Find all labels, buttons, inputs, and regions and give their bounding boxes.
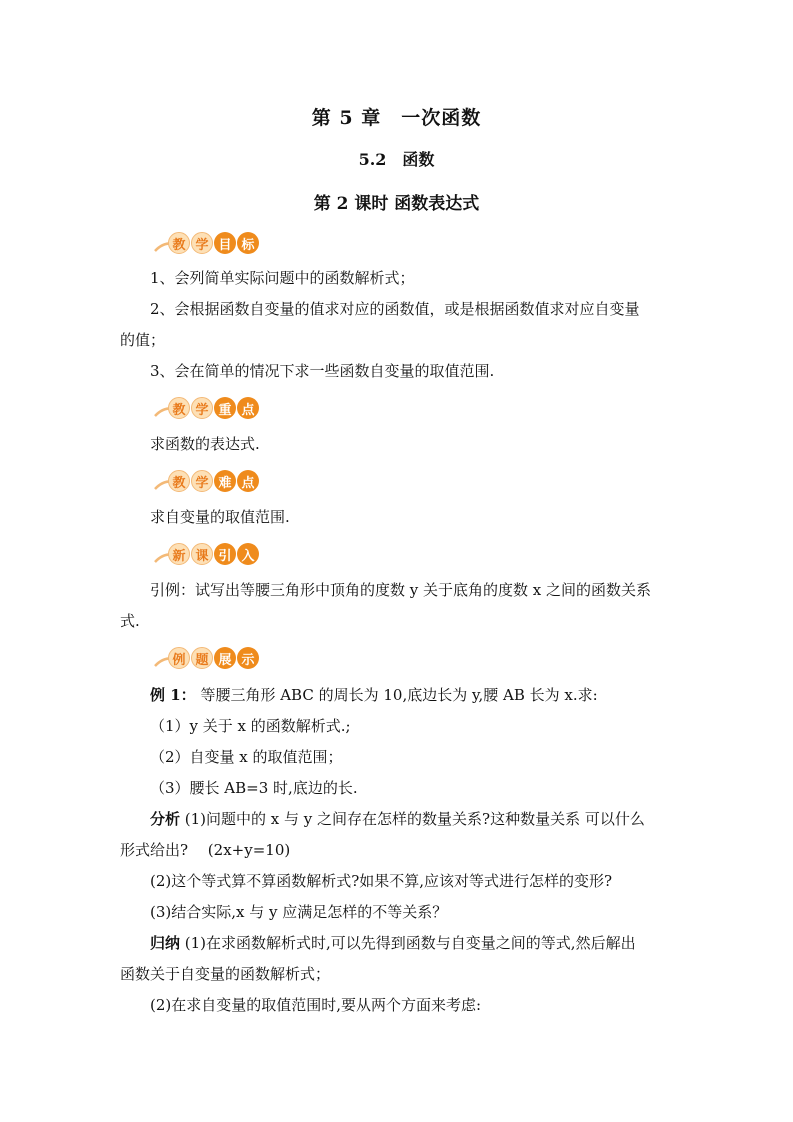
tag-char: 示 (237, 647, 259, 669)
analysis-text: (1)问题中的 x 与 y 之间存在怎样的数量关系?这种数量关系 可以什么 (180, 810, 645, 828)
summary-label: 归纳 (150, 934, 181, 952)
section-tag-difficult (154, 468, 260, 494)
summary-text: (1)在求函数解析式时,可以先得到函数与自变量之间的等式,然后解出 (180, 934, 636, 952)
tag-char: 学 (191, 470, 213, 492)
example-question (150, 685, 676, 705)
tag-char: 点 (237, 470, 259, 492)
section-title: 5.2 函数 (358, 150, 435, 169)
tag-char: 难 (214, 470, 236, 492)
analysis-line: (3)结合实际,x 与 y 应满足怎样的不等关系？ (150, 903, 448, 921)
analysis-line: (2)这个等式算不算函数解析式?如果不算,应该对等式进行怎样的变形? (150, 872, 613, 890)
example-question-text: 等腰三角形 ABC 的周长为 10,底边长为 y,腰 AB 长为 x.求: (195, 686, 598, 704)
tag-char: 新 (168, 543, 190, 565)
tag-char: 课 (191, 543, 213, 565)
key-text: 求函数的表达式. (150, 435, 260, 453)
goal-item: 的值； (120, 331, 166, 349)
example-part: （1）y 关于 x 的函数解析式.; (150, 717, 351, 735)
tag-char: 重 (214, 397, 236, 419)
analysis-line (150, 809, 676, 829)
goal-item: 3、会在简单的情况下求一些函数自变量的取值范围. (150, 362, 495, 380)
chapter-title: 第 5 章 一次函数 (311, 107, 482, 129)
intro-line: 式. (120, 612, 140, 630)
section-tag-example (154, 645, 260, 671)
summary-line: 函数关于自变量的函数解析式； (120, 965, 331, 983)
goal-item: 2、会根据函数自变量的值求对应的函数值，或是根据函数值求对应自变量 (150, 300, 640, 318)
tag-char: 学 (191, 397, 213, 419)
summary-line (150, 933, 676, 953)
tag-char: 教 (168, 397, 190, 419)
tag-char: 学 (191, 232, 213, 254)
tag-char: 目 (214, 232, 236, 254)
tag-char: 教 (168, 470, 190, 492)
tag-char: 题 (191, 647, 213, 669)
tag-char: 入 (237, 543, 259, 565)
difficult-text: 求自变量的取值范围. (150, 508, 290, 526)
example-part: （2）自变量 x 的取值范围； (150, 748, 343, 766)
example-label: 例 1： (150, 686, 196, 704)
analysis-label: 分析 (150, 810, 181, 828)
example-part: （3）腰长 AB=3 时,底边的长. (150, 779, 358, 797)
tag-char: 教 (168, 232, 190, 254)
analysis-line: 形式给出? (2x+y=10) (120, 841, 291, 859)
intro-line: 引例：试写出等腰三角形中顶角的度数 y 关于底角的度数 x 之间的函数关系 (150, 581, 652, 599)
tag-char: 标 (237, 232, 259, 254)
tag-char: 例 (168, 647, 190, 669)
tag-char: 展 (214, 647, 236, 669)
section-tag-intro (154, 541, 260, 567)
tag-char: 引 (214, 543, 236, 565)
section-tag-goals (154, 230, 260, 256)
section-tag-key (154, 395, 260, 421)
goal-item: 1、会列简单实际问题中的函数解析式； (150, 269, 415, 287)
lesson-title: 第 2 课时 函数表达式 (313, 194, 480, 214)
tag-char: 点 (237, 397, 259, 419)
summary-line: (2)在求自变量的取值范围时,要从两个方面来考虑: (150, 996, 482, 1014)
